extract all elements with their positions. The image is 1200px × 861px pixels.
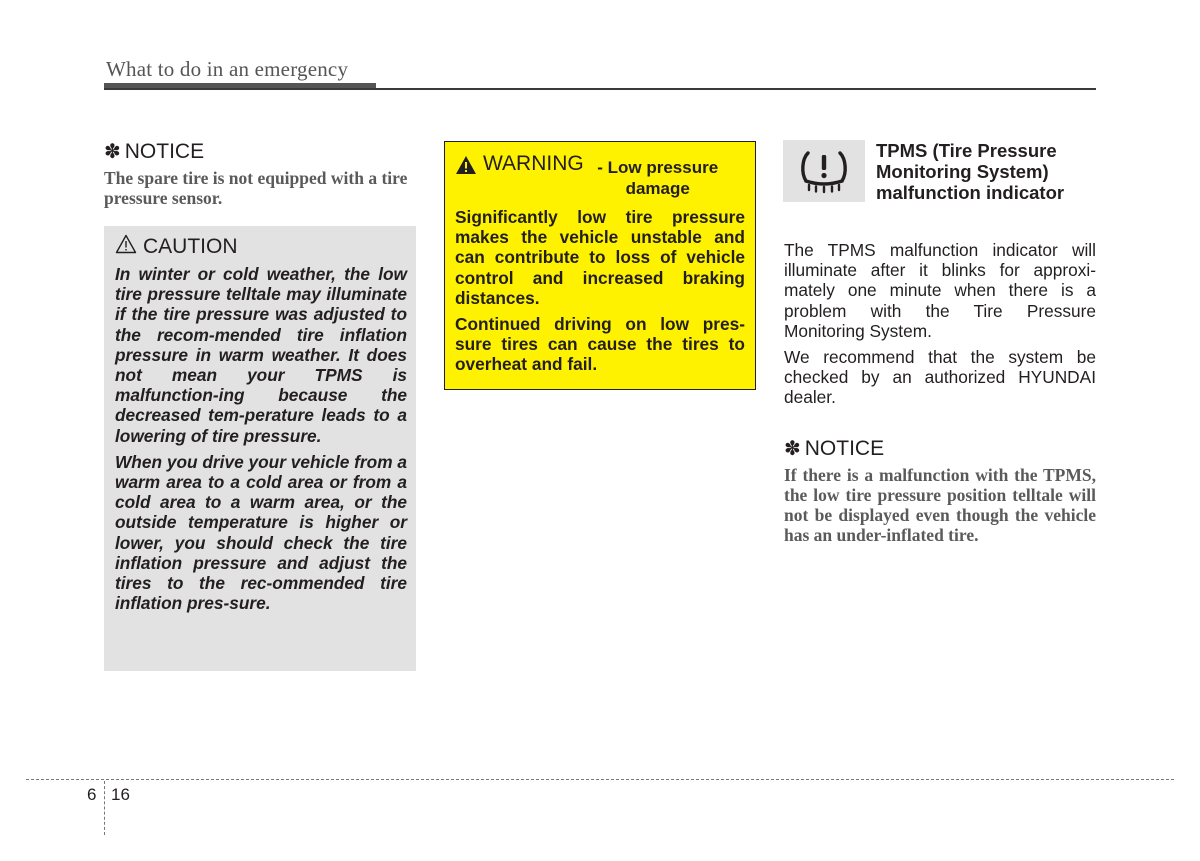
- notice-star-icon: ✽: [784, 438, 801, 460]
- caution-label: CAUTION: [143, 235, 238, 258]
- footer-rule: [26, 779, 1174, 780]
- spare-tire-notice: [104, 139, 418, 208]
- caution-triangle-icon: [115, 234, 137, 260]
- notice-text: The spare tire is not equipped with a tire pressure sensor.: [104, 168, 408, 208]
- caution-heading: [115, 234, 407, 260]
- tpms-paragraph: The TPMS malfunction indicator will illuminate after it blinks for approxi-mately one minute when there is a problem with the Tire Pressure Monitoring System.: [784, 240, 1096, 341]
- caution-paragraph: In winter or cold weather, the low tire pressure telltale may illuminate if the tire pressure was adjusted to the recom-mended tire inflation pressure in warm weather. It does not mean your TPMS is malfunction-ing because the decreased tem-perature leads to a lowering of tire pressure.: [115, 264, 407, 446]
- notice-heading: [784, 436, 1096, 461]
- warning-paragraph: Continued driving on low pres-sure tires can cause the tires to overheat and fail.: [455, 314, 745, 375]
- tpms-warning-icon: [783, 140, 865, 202]
- warning-triangle-icon: [455, 152, 477, 180]
- warning-label: WARNING: [483, 152, 584, 175]
- notice-label: NOTICE: [804, 436, 885, 460]
- tpms-paragraph: We recommend that the system be checked by an authorized HYUNDAI dealer.: [784, 347, 1096, 408]
- caution-paragraph: When you drive your vehicle from a warm area to a cold area or from a cold area to a warm area, or the outside temperature is higher or lower, you should check the tire inflation pressure and adjust the tires to the rec-ommended tire inflation pres-sure.: [115, 451, 407, 614]
- page-number: 16: [111, 785, 130, 804]
- warning-heading: [455, 152, 745, 199]
- chapter-number: 6: [87, 785, 97, 804]
- notice-text: If there is a malfunction with the TPMS, the low tire pressure position telltale will not be displayed even though the vehicle has an under-inflated tire.: [784, 465, 1096, 545]
- notice-label: NOTICE: [124, 139, 205, 163]
- footer-divider: [104, 781, 105, 835]
- section-title: What to do in an emergency: [106, 57, 349, 81]
- warning-box: [444, 141, 756, 390]
- notice-star-icon: ✽: [104, 141, 121, 163]
- header-rule: [104, 88, 1096, 90]
- tpms-description: [784, 240, 1096, 414]
- tpms-heading: TPMS (Tire Pressure Monitoring System) malfunction indicator: [876, 140, 1065, 203]
- warning-paragraph: Significantly low tire pressure makes the vehicle unstable and can contribute to loss of vehicle control and increased braking distances.: [455, 207, 745, 308]
- caution-box: [104, 226, 416, 671]
- notice-heading: [104, 139, 418, 164]
- tpms-notice: [784, 436, 1096, 545]
- warning-subtitle: - Low pressure damage: [597, 158, 719, 198]
